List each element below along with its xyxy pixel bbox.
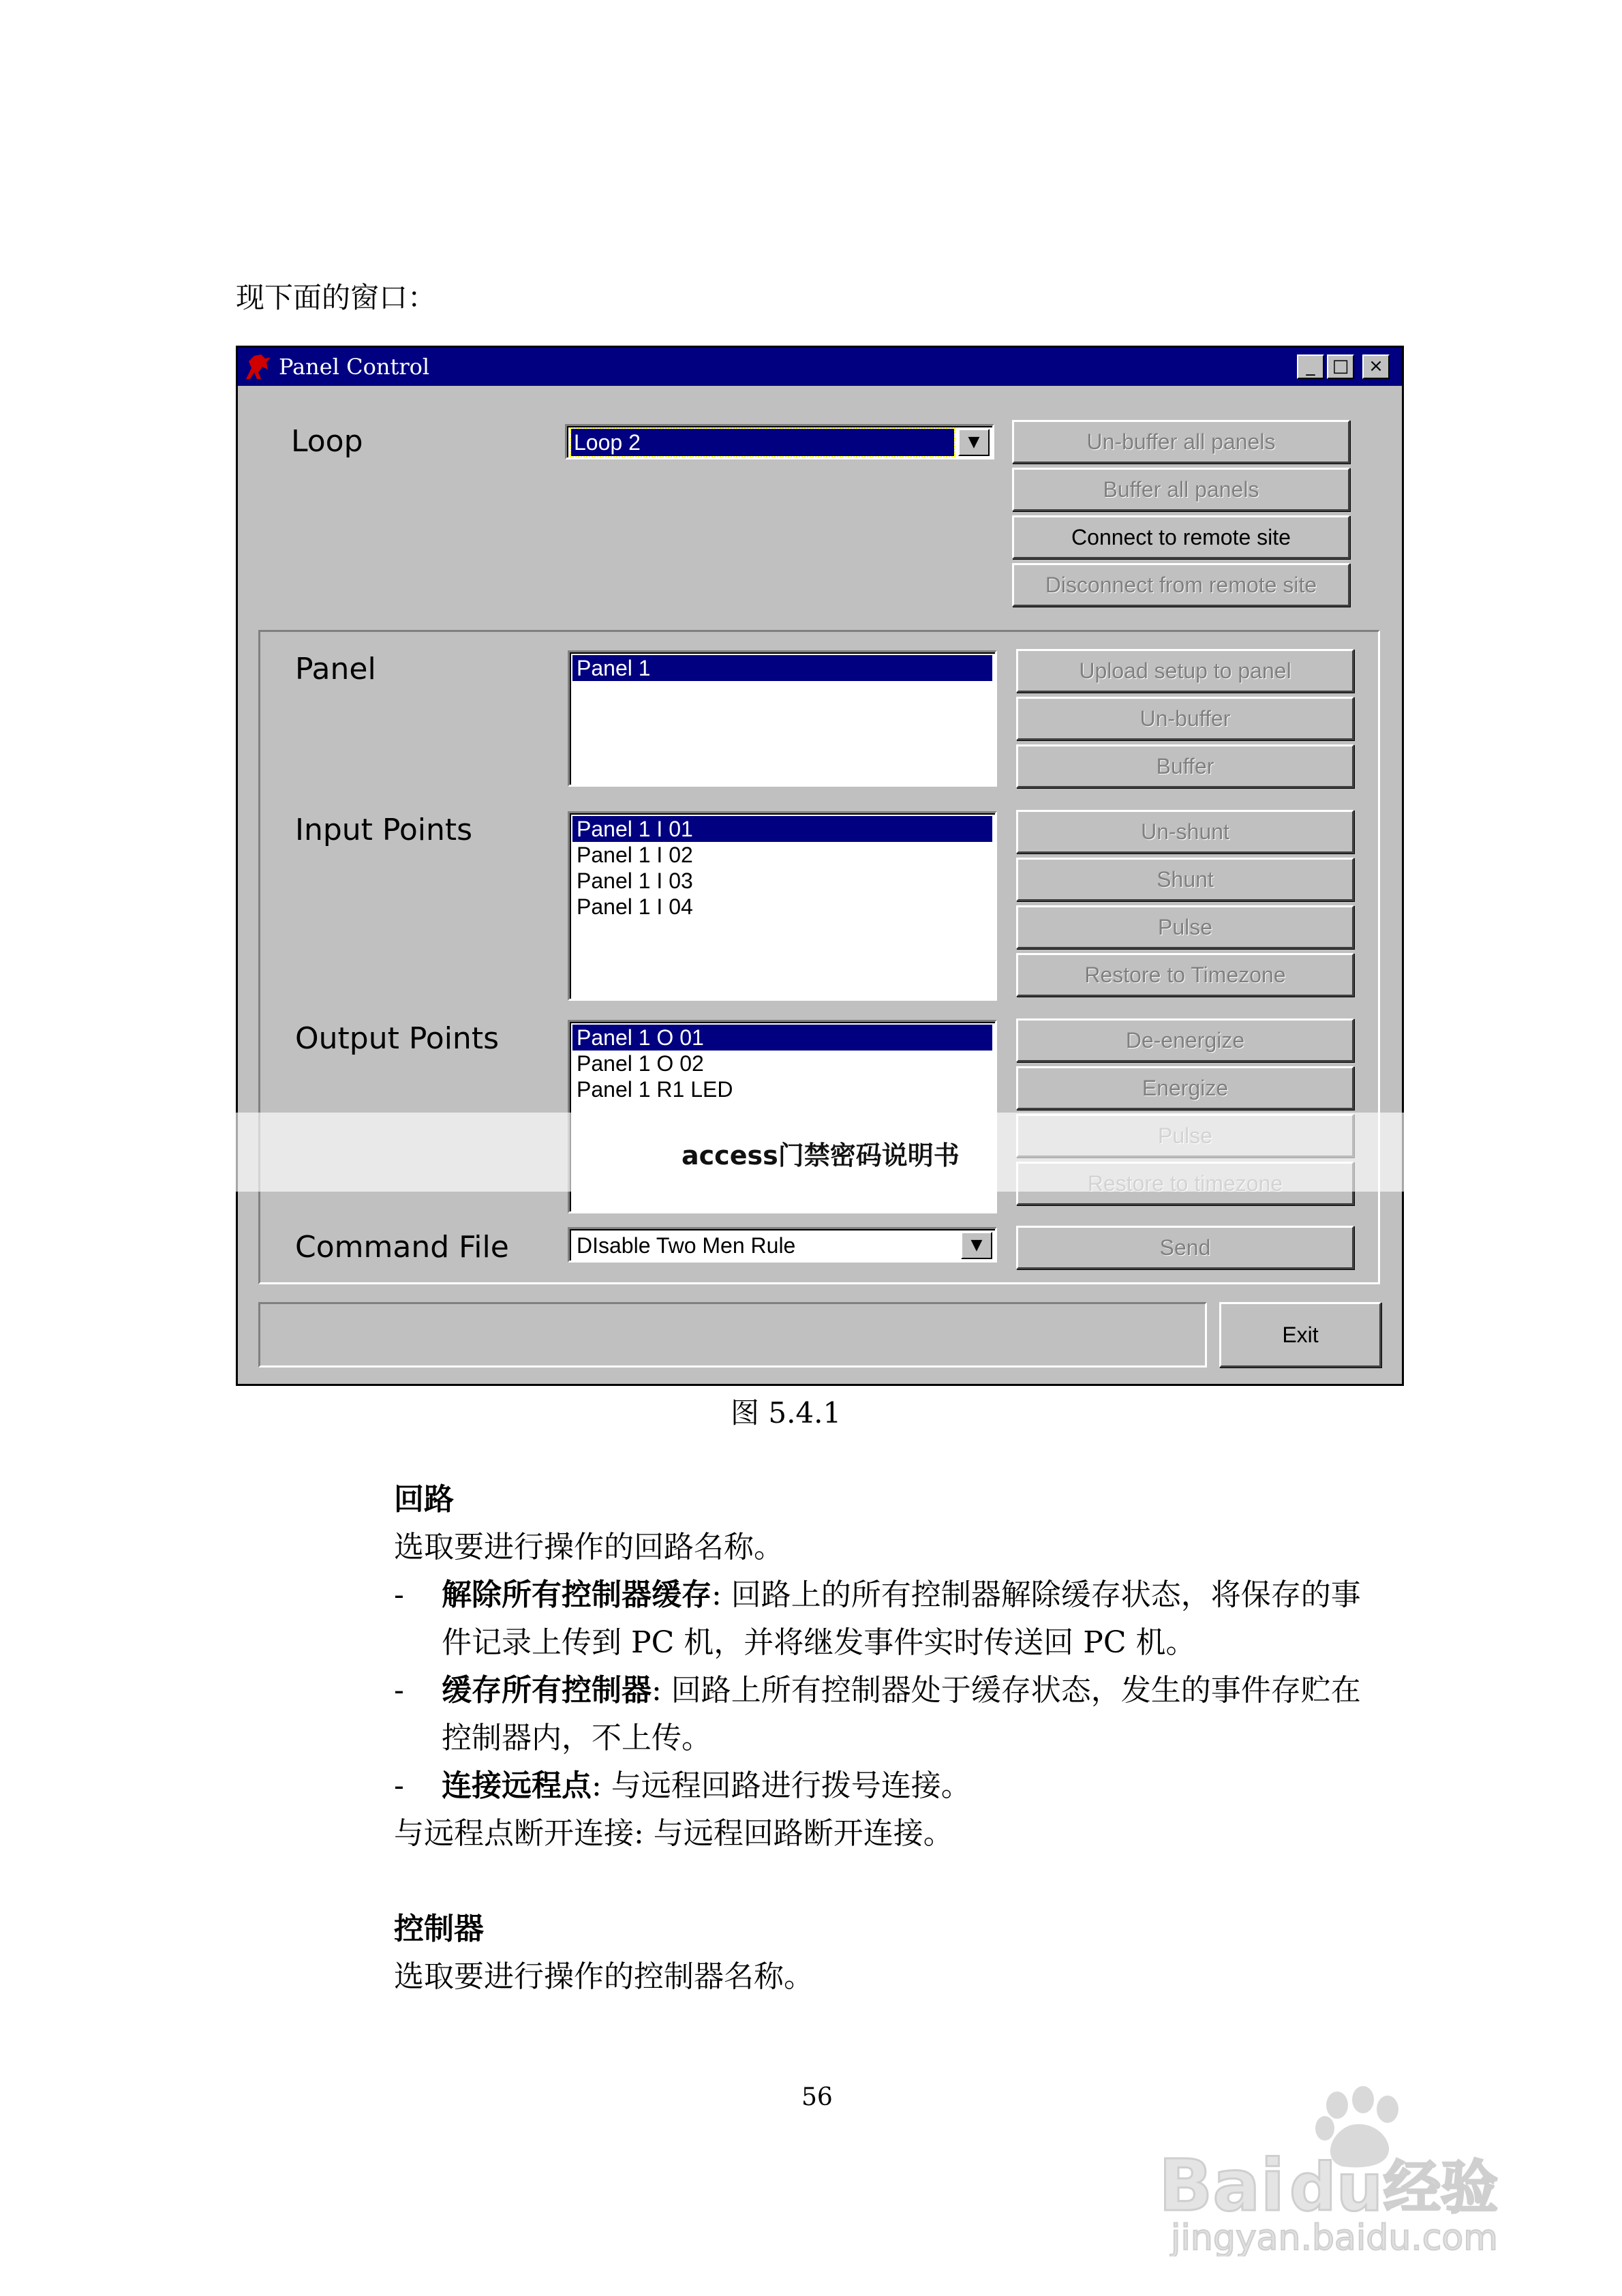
minimize-icon: _ (1306, 356, 1315, 376)
title-bar[interactable] (238, 348, 1402, 386)
list-item[interactable]: Panel 1 I 03 (577, 868, 693, 893)
list-item[interactable]: Panel 1 O 02 (577, 1051, 704, 1076)
list-item[interactable]: Panel 1 (572, 655, 992, 681)
list-item[interactable]: Panel 1 R1 LED (577, 1077, 733, 1102)
close-button[interactable] (1362, 354, 1390, 379)
watermark-title: access门禁密码说明书 (682, 1141, 960, 1170)
panel-listbox[interactable] (568, 650, 997, 787)
panel-desc: 选取要进行操作的控制器名称。 (394, 1959, 814, 1994)
bullet-dash: - (394, 1768, 404, 1803)
list-item[interactable]: Panel 1 I 01 (572, 816, 992, 842)
loop-heading: 回路 (394, 1482, 454, 1517)
buffer-all-panels-button[interactable]: Buffer all panels (1012, 468, 1350, 511)
bullet-3 (442, 1767, 971, 1805)
bullet-2-text: : 回路上所有控制器处于缓存状态，发生的事件存贮在 (652, 1673, 1361, 1708)
maximize-icon: □ (1332, 356, 1349, 376)
bullet-2-cont: 控制器内，不上传。 (442, 1721, 711, 1755)
upload-setup-button[interactable]: Upload setup to panel (1016, 649, 1354, 693)
bullet-3-term: 连接远程点 (442, 1768, 592, 1803)
command-file-label: Command File (295, 1230, 509, 1265)
output-points-label: Output Points (295, 1021, 499, 1056)
minimize-button[interactable] (1297, 354, 1324, 379)
baidu-jingyan-logo (1159, 2086, 1540, 2256)
input-points-label: Input Points (295, 813, 473, 847)
list-item[interactable]: Panel 1 I 04 (577, 894, 693, 919)
bullet-1-term: 解除所有控制器缓存 (442, 1577, 711, 1612)
loop-select-value: Loop 2 (571, 429, 954, 456)
panel-heading: 控制器 (394, 1912, 484, 1946)
deenergize-button[interactable]: De-energize (1016, 1018, 1354, 1062)
baidu-logo-url: jingyan.baidu.com (1171, 2218, 1498, 2256)
loop-select[interactable] (565, 424, 994, 459)
page-number: 56 (801, 2083, 833, 2111)
command-file-select[interactable] (568, 1227, 997, 1263)
intro-text: 现下面的窗口： (236, 281, 437, 314)
command-file-value: DIsable Two Men Rule (577, 1233, 796, 1258)
unbuffer-button[interactable]: Un-buffer (1016, 697, 1354, 740)
shunt-button[interactable]: Shunt (1016, 858, 1354, 901)
input-pulse-button[interactable]: Pulse (1016, 905, 1354, 949)
send-button[interactable]: Send (1016, 1226, 1354, 1269)
figure-caption: 图 5.4.1 (731, 1396, 842, 1430)
bullet-3-text: : 与远程回路进行拨号连接。 (592, 1768, 971, 1803)
panel-control-window (236, 346, 1404, 1386)
baidu-logo-text-3: 经验 (1383, 2154, 1499, 2221)
disconnect-line: 与远程点断开连接: 与远程回路断开连接。 (394, 1816, 953, 1851)
bullet-dash: - (394, 1577, 404, 1612)
baidu-logo-text-2: du (1289, 2149, 1383, 2226)
list-item[interactable]: Panel 1 O 01 (572, 1025, 992, 1051)
connect-remote-site-button[interactable]: Connect to remote site (1012, 515, 1350, 559)
bullet-1-text: : 回路上的所有控制器解除缓存状态，将保存的事 (711, 1577, 1361, 1612)
disconnect-remote-site-button[interactable]: Disconnect from remote site (1012, 563, 1350, 607)
bullet-1-cont: 件记录上传到 PC 机，并将继发事件实时传送回 PC 机。 (442, 1625, 1196, 1660)
chevron-down-icon[interactable]: ▼ (961, 1232, 992, 1259)
list-item[interactable]: Panel 1 I 02 (577, 843, 693, 867)
input-points-listbox[interactable] (568, 811, 997, 1001)
loop-label: Loop (291, 424, 363, 459)
exit-button[interactable]: Exit (1219, 1302, 1381, 1368)
baidu-logo-text-1: Bai (1159, 2144, 1285, 2227)
bullet-1 (442, 1576, 1361, 1614)
status-bar (258, 1302, 1207, 1368)
energize-button[interactable]: Energize (1016, 1066, 1354, 1110)
maximize-button[interactable] (1327, 354, 1354, 379)
buffer-button[interactable]: Buffer (1016, 744, 1354, 788)
unbuffer-all-panels-button[interactable]: Un-buffer all panels (1012, 420, 1350, 464)
bullet-2 (442, 1672, 1361, 1710)
unshunt-button[interactable]: Un-shunt (1016, 810, 1354, 854)
bullet-2-term: 缓存所有控制器 (442, 1673, 652, 1708)
horse-logo-icon (242, 352, 275, 382)
window-title: Panel Control (279, 354, 430, 380)
chevron-down-icon[interactable]: ▼ (958, 429, 990, 456)
panel-label: Panel (295, 652, 376, 686)
bullet-dash: - (394, 1673, 404, 1708)
restore-timezone-button[interactable]: Restore to Timezone (1016, 953, 1354, 997)
loop-desc: 选取要进行操作的回路名称。 (394, 1530, 784, 1565)
close-icon: × (1368, 356, 1383, 376)
